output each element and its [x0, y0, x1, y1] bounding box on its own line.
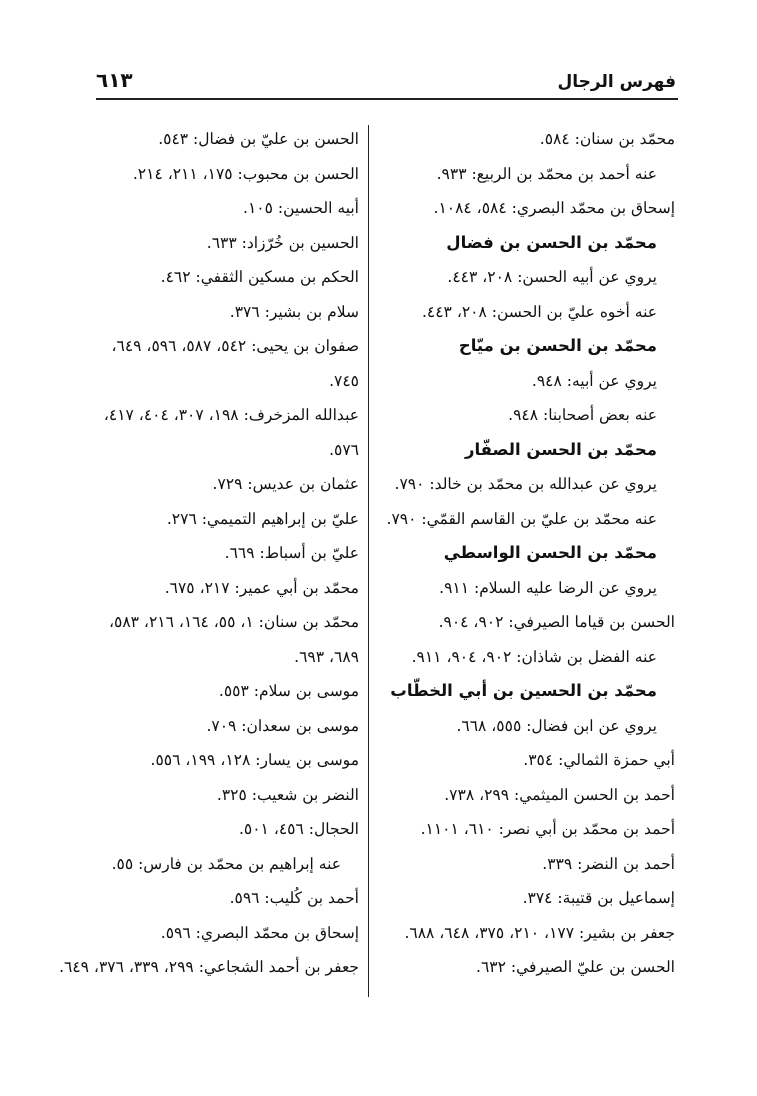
- index-entry: الحكم بن مسكين الثقفي: ٤٦٢.: [160, 268, 359, 286]
- index-heading: محمّد بن الحسن بن فضال: [446, 232, 657, 252]
- index-entry: أحمد بن كُليب: ٥٩٦.: [229, 889, 359, 907]
- index-entry: عليّ بن إبراهيم التميمي: ٢٧٦.: [166, 509, 359, 528]
- index-column-left: [59, 122, 359, 985]
- index-entry: الحسن بن عليّ الصيرفي: ٦٣٢.: [476, 958, 675, 976]
- index-entry: إسحاق بن محمّد البصري: ٥٩٦.: [160, 923, 359, 942]
- index-entry: عنه أخوه عليّ بن الحسن: ٢٠٨، ٤٤٣.: [421, 302, 657, 321]
- index-entry: الحسن بن قياما الصيرفي: ٩٠٢، ٩٠٤.: [438, 613, 675, 631]
- index-entry: أبيه الحسين: ١٠٥.: [243, 199, 359, 217]
- index-entry: عبدالله المزخرف: ١٩٨، ٣٠٧، ٤٠٤، ٤١٧،: [103, 406, 359, 424]
- index-entry: موسى بن سعدان: ٧٠٩.: [206, 716, 359, 735]
- index-entry: أبي حمزة الثمالي: ٣٥٤.: [523, 751, 675, 769]
- index-entry: محمّد بن أبي عمير: ٢١٧، ٦٧٥.: [164, 578, 359, 597]
- index-heading: محمّد بن الحسن الصفّار: [464, 439, 657, 459]
- index-entry: عنه أحمد بن محمّد بن الربيع: ٩٣٣.: [436, 164, 657, 183]
- column-divider: [368, 125, 369, 997]
- index-entry: عنه بعض أصحابنا: ٩٤٨.: [508, 406, 657, 424]
- index-entry: أحمد بن محمّد بن أبي نصر: ٦١٠، ١١٠١.: [420, 820, 675, 838]
- index-entry: يروي عن ابن فضال: ٥٥٥، ٦٦٨.: [456, 716, 657, 735]
- index-entry: محمّد بن سنان: ٥٨٤.: [539, 130, 675, 148]
- index-entry: عنه محمّد بن عليّ بن القاسم القمّي: ٧٩٠.: [386, 509, 657, 528]
- index-entry: موسى بن سلام: ٥٥٣.: [218, 682, 359, 700]
- index-entry: النضر بن شعيب: ٣٢٥.: [216, 785, 359, 804]
- index-entry: الحسن بن محبوب: ١٧٥، ٢١١، ٢١٤.: [132, 164, 359, 183]
- index-entry: عنه إبراهيم بن محمّد بن فارس: ٥٥.: [111, 854, 341, 873]
- index-column-right: [375, 122, 675, 985]
- index-heading: محمّد بن الحسن بن ميّاح: [458, 336, 657, 355]
- index-entry: محمّد بن سنان: ١، ٥٥، ١٦٤، ٢١٦، ٥٨٣،: [109, 613, 359, 631]
- index-entry: يروي عن الرضا عليه السلام: ٩١١.: [439, 578, 657, 597]
- index-entry: جعفر بن بشير: ١٧٧، ٢١٠، ٣٧٥، ٦٤٨، ٦٨٨.: [404, 923, 675, 942]
- index-entry: صفوان بن يحيى: ٥٤٢، ٥٨٧، ٥٩٦، ٦٤٩،: [111, 337, 359, 355]
- index-entry: ٧٤٥.: [329, 371, 359, 390]
- index-entry: يروي عن أبيه: ٩٤٨.: [531, 371, 657, 390]
- index-entry: سلام بن بشير: ٣٧٦.: [229, 302, 359, 321]
- index-entry: الحسين بن خُرّزاد: ٦٣٣.: [206, 233, 359, 252]
- index-entry: عثمان بن عديس: ٧٢٩.: [212, 475, 359, 493]
- index-entry: ٥٧٦.: [329, 440, 359, 459]
- index-entry: عليّ بن أسباط: ٦٦٩.: [224, 544, 359, 562]
- index-heading: محمّد بن الحسين بن أبي الخطّاب: [390, 681, 657, 700]
- running-title: فهرس الرجال: [557, 72, 676, 92]
- index-entry: موسى بن يسار: ١٢٨، ١٩٩، ٥٥٦.: [150, 751, 359, 769]
- index-entry: أحمد بن الحسن الميثمي: ٢٩٩، ٧٣٨.: [444, 785, 675, 804]
- page-header: [96, 62, 678, 100]
- index-entry: إسماعيل بن قتيبة: ٣٧٤.: [522, 889, 675, 907]
- page-number: ٦١٣: [96, 68, 133, 92]
- index-entry: يروي عن أبيه الحسن: ٢٠٨، ٤٤٣.: [447, 268, 657, 286]
- index-entry: الحسن بن عليّ بن فضال: ٥٤٣.: [158, 130, 359, 148]
- index-entry: أحمد بن النضر: ٣٣٩.: [542, 854, 675, 873]
- index-entry: يروي عن عبدالله بن محمّد بن خالد: ٧٩٠.: [394, 475, 657, 493]
- index-heading: محمّد بن الحسن الواسطي: [443, 543, 657, 562]
- index-entry: ٦٨٩، ٦٩٣.: [294, 647, 359, 666]
- index-entry: الحجال: ٤٥٦، ٥٠١.: [238, 820, 359, 838]
- index-entry: إسحاق بن محمّد البصري: ٥٨٤، ١٠٨٤.: [433, 199, 675, 217]
- index-entry: جعفر بن أحمد الشجاعي: ٢٩٩، ٣٣٩، ٣٧٦، ٦٤٩.: [59, 958, 359, 976]
- index-entry: عنه الفضل بن شاذان: ٩٠٢، ٩٠٤، ٩١١.: [411, 647, 657, 666]
